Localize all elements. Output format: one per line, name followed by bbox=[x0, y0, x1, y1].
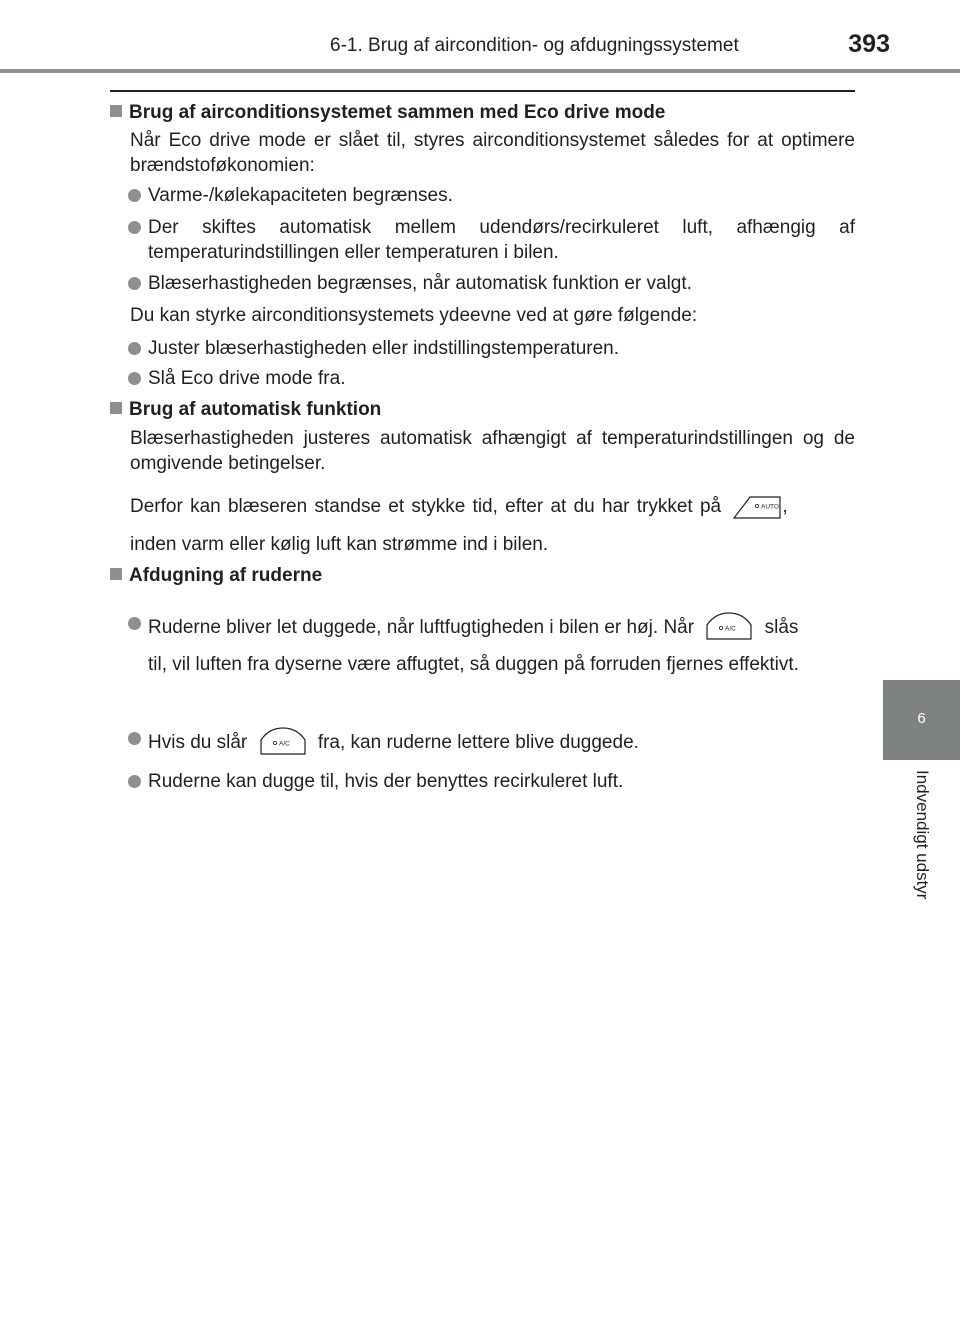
round-bullet-icon bbox=[128, 732, 141, 745]
auto-button-label: AUTO bbox=[761, 503, 780, 511]
list-item: Juster blæserhastigheden eller indstillingstemperaturen. bbox=[128, 336, 855, 361]
ac-button-icon bbox=[259, 726, 307, 756]
chapter-tab-label bbox=[910, 770, 934, 950]
list-item: Der skiftes automatisk mellem udendørs/recirkuleret luft, afhængig af temperaturindstillingen eller temperaturen i bilen. bbox=[128, 215, 855, 265]
square-bullet-icon bbox=[110, 402, 122, 414]
section-heading-defog: Afdugning af ruderne bbox=[110, 563, 858, 588]
list-item: Blæserhastigheden begrænses, når automatisk funktion er valgt. bbox=[128, 271, 855, 296]
round-bullet-icon bbox=[128, 372, 141, 385]
square-bullet-icon bbox=[110, 568, 122, 580]
ac-button-label: A/C bbox=[725, 625, 737, 633]
square-bullet-icon bbox=[110, 105, 122, 117]
content-rule bbox=[110, 90, 855, 92]
list-item: Ruderne bliver let duggede, når luftfugtigheden i bilen er høj. Når A/C slås bbox=[128, 611, 855, 641]
defog-bullet-continuation: til, vil luften fra dyserne være affugtet, så duggen på forruden fjernes effektivt. bbox=[148, 654, 799, 675]
auto-para-3: inden varm eller kølig luft kan strømme ind i bilen. bbox=[130, 534, 549, 555]
section-heading-auto: Brug af automatisk funktion bbox=[110, 397, 858, 422]
auto-para: Blæserhastigheden justeres automatisk afhængigt af temperaturindstillingen og de omgivende betingelser. bbox=[130, 428, 855, 474]
chapter-title: 6-1. Brug af aircondition- og afdugningssystemet bbox=[330, 35, 739, 56]
list-item: Hvis du slår A/C fra, kan ruderne lettere blive duggede. bbox=[128, 726, 855, 756]
round-bullet-icon bbox=[128, 277, 141, 290]
chapter-tab[interactable] bbox=[883, 680, 960, 760]
list-item: Ruderne kan dugge til, hvis der benyttes recirkuleret luft. bbox=[128, 769, 855, 794]
ac-button-icon bbox=[705, 611, 753, 641]
eco-outro: Du kan styrke airconditionsystemets ydeevne ved at gøre følgende: bbox=[130, 305, 698, 326]
list-item: Slå Eco drive mode fra. bbox=[128, 366, 855, 391]
ac-button-label: A/C bbox=[278, 740, 290, 748]
header-rule bbox=[0, 69, 960, 73]
auto-button-icon bbox=[732, 494, 782, 520]
eco-intro: Når Eco drive mode er slået til, styres airconditionsystemet således for at optimere brændstoføkonomien: bbox=[130, 130, 855, 176]
round-bullet-icon bbox=[128, 221, 141, 234]
chapter-tab-number: 6 bbox=[917, 710, 926, 727]
round-bullet-icon bbox=[128, 342, 141, 355]
page-number: 393 bbox=[848, 30, 890, 58]
list-item: Varme-/kølekapaciteten begrænses. bbox=[128, 183, 855, 208]
round-bullet-icon bbox=[128, 775, 141, 788]
auto-para-2: Derfor kan blæseren standse et stykke tid, efter at du har trykket på AUTO , bbox=[130, 494, 855, 520]
section-heading-eco: Brug af airconditionsystemet sammen med Eco drive mode bbox=[110, 100, 858, 125]
chapter-tab-label-text: Indvendigt udstyr bbox=[913, 770, 932, 900]
round-bullet-icon bbox=[128, 617, 141, 630]
round-bullet-icon bbox=[128, 189, 141, 202]
